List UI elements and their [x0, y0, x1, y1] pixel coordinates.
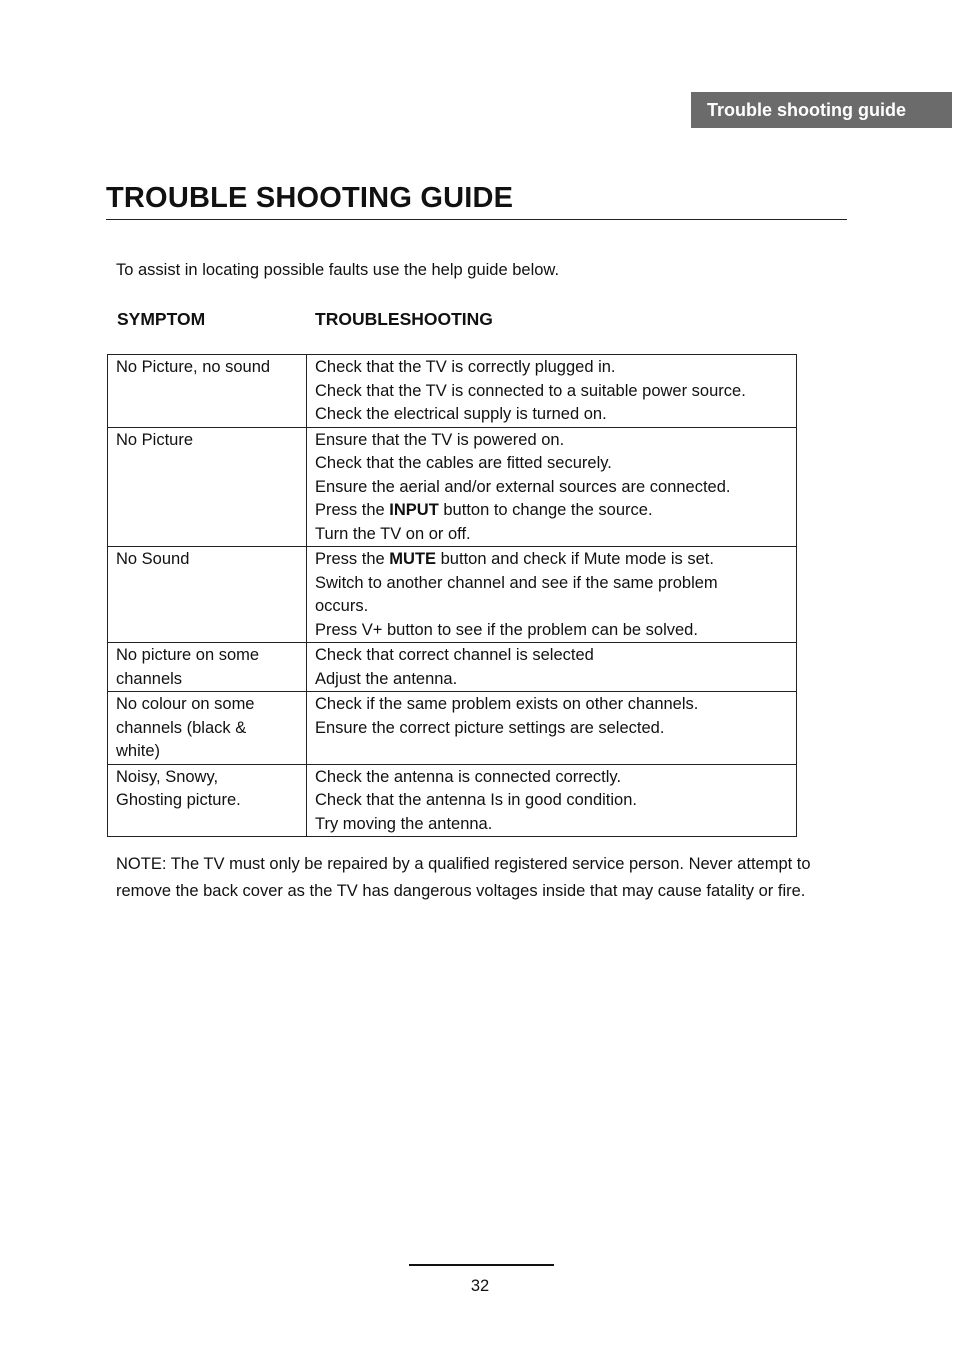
troubleshooting-step: Turn the TV on or off.: [315, 524, 471, 543]
button-name: INPUT: [389, 501, 439, 519]
troubleshooting-step: Check the antenna is connected correctly.: [315, 767, 622, 786]
troubleshooting-cell: [307, 547, 797, 643]
troubleshooting-cell: [307, 355, 797, 428]
troubleshooting-step: Press V+ button to see if the problem can be solved.: [315, 620, 698, 639]
troubleshooting-cell: [307, 427, 797, 547]
table-row: [108, 355, 797, 428]
troubleshooting-step: Ensure the correct picture settings are selected.: [315, 718, 665, 737]
troubleshooting-cell: [307, 643, 797, 692]
troubleshooting-step: Adjust the antenna.: [315, 669, 458, 688]
page-number: 32: [470, 1277, 490, 1295]
symptom-cell: [108, 427, 307, 547]
table-row: [108, 692, 797, 765]
troubleshooting-step: Try moving the antenna.: [315, 814, 493, 833]
troubleshooting-step: Check that the TV is connected to a suitable power source.: [315, 381, 746, 400]
troubleshooting-cell: [307, 764, 797, 837]
troubleshooting-step: Switch to another channel and see if the same problem: [315, 573, 718, 592]
troubleshooting-step: Ensure the aerial and/or external sources are connected.: [315, 477, 731, 496]
symptom-text: No Picture, no sound: [116, 358, 271, 376]
safety-note: NOTE: The TV must only be repaired by a qualified registered service person. Never attempt to remove the back cover as the TV has dangerous voltages inside that may cause fatality or fire.: [116, 855, 811, 900]
troubleshooting-step: Check that the TV is correctly plugged in.: [315, 358, 616, 376]
symptom-cell: [108, 764, 307, 837]
troubleshooting-column-heading: TROUBLESHOOTING: [315, 309, 493, 329]
symptom-text: Ghosting picture.: [116, 791, 241, 809]
troubleshooting-step: Ensure that the TV is powered on.: [315, 430, 565, 449]
symptom-text: channels (black &: [116, 718, 247, 737]
section-header-tab: Trouble shooting guide: [691, 92, 952, 128]
title-divider: [106, 219, 847, 220]
button-name: MUTE: [389, 550, 437, 568]
troubleshooting-step: Check that the cables are fitted securely.: [315, 454, 612, 472]
symptom-text: No Picture: [116, 430, 194, 449]
symptom-text: channels: [116, 669, 183, 688]
table-row: [108, 643, 797, 692]
table-row: [108, 764, 797, 837]
footer-divider: [409, 1264, 554, 1266]
symptom-column-heading: SYMPTOM: [117, 309, 206, 329]
symptom-text: No Sound: [116, 550, 190, 568]
troubleshooting-step: Check that the antenna Is in good condition.: [315, 791, 637, 809]
symptom-text: Noisy, Snowy,: [116, 767, 219, 786]
symptom-text: No picture on some: [116, 646, 260, 664]
troubleshooting-step: Check the electrical supply is turned on.: [315, 405, 607, 423]
symptom-cell: [108, 643, 307, 692]
troubleshooting-step: Press the INPUT button to change the source.: [315, 501, 653, 519]
troubleshooting-step: occurs.: [315, 597, 369, 615]
page-title: TROUBLE SHOOTING GUIDE: [106, 182, 514, 214]
troubleshooting-step: Check that correct channel is selected: [315, 646, 594, 664]
symptom-text: white): [116, 742, 161, 760]
symptom-cell: [108, 547, 307, 643]
symptom-cell: [108, 692, 307, 765]
troubleshooting-step: Check if the same problem exists on other channels.: [315, 695, 699, 713]
troubleshooting-cell: [307, 692, 797, 765]
troubleshooting-table: [107, 354, 797, 837]
intro-text: To assist in locating possible faults use the help guide below.: [116, 261, 560, 279]
table-row: [108, 547, 797, 643]
troubleshooting-step: Press the MUTE button and check if Mute mode is set.: [315, 550, 714, 568]
symptom-cell: [108, 355, 307, 428]
symptom-text: No colour on some: [116, 695, 255, 713]
table-row: [108, 427, 797, 547]
